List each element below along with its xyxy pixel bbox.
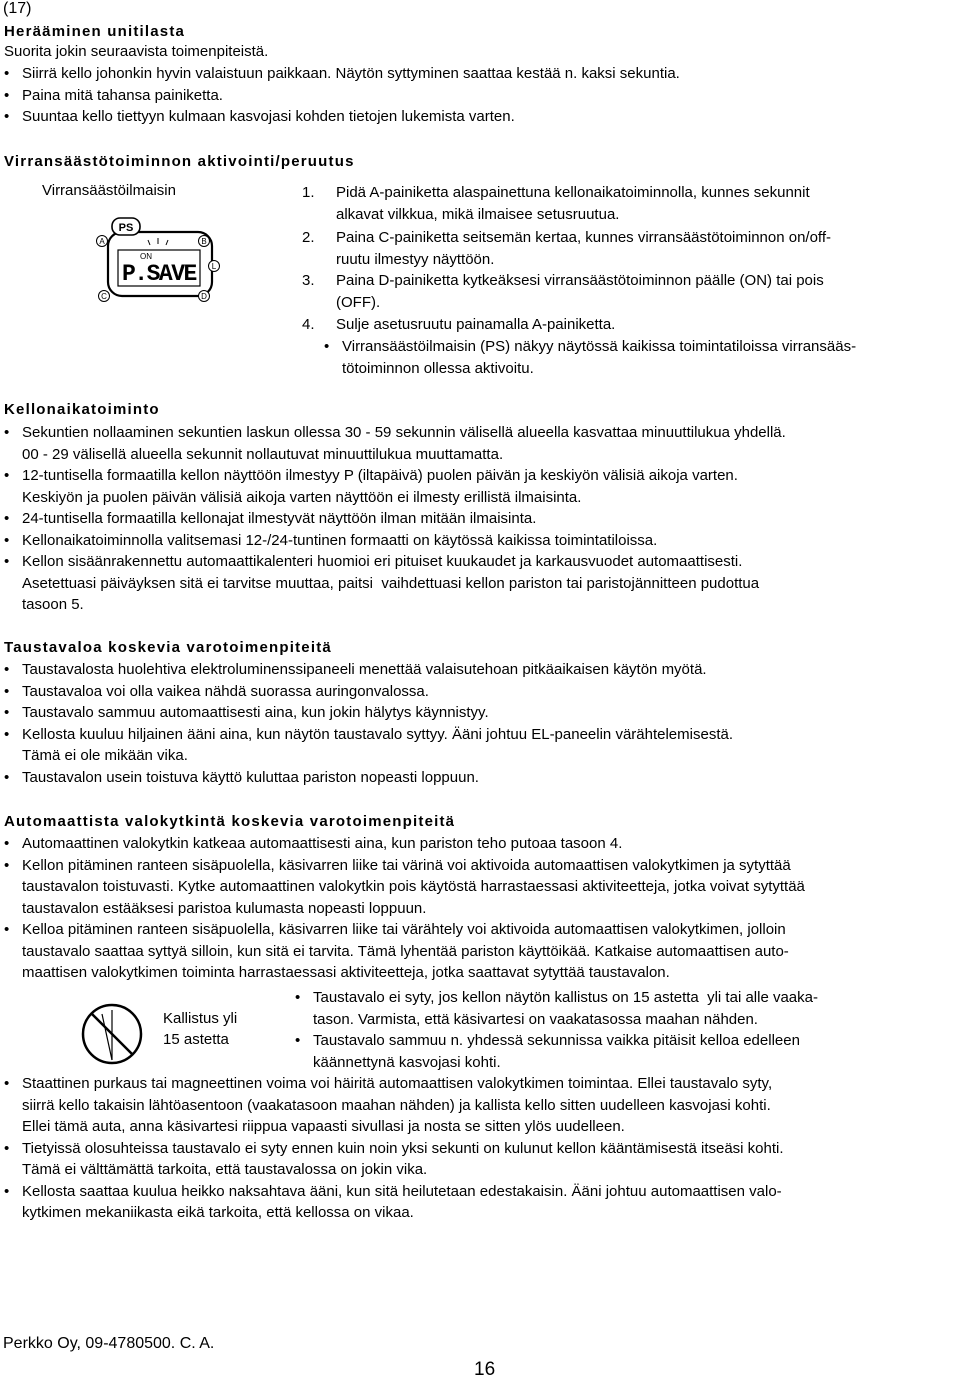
list-item-text: Siirrä kello johonkin hyvin valaistuun paikkaan. Näytön syttyminen saattaa kestää n. kaksi sekuntia. xyxy=(22,65,680,82)
list-item-text: Kelloa pitäminen ranteen sisäpuolella, käsivarren liike tai värähtely voi aktivoida automaattisen valokytkimen, jolloin xyxy=(22,921,786,938)
bullet-mark: • xyxy=(4,661,10,678)
list-item-text: Asetettuasi päiväyksen sitä ei tarvitse muuttaa, paitsi vaihdettuasi kellon pariston tai paristojännitteen pudottua xyxy=(22,574,760,592)
step-text: (OFF). xyxy=(336,293,381,311)
bullet-mark: • xyxy=(4,682,10,700)
step-text: ruutu ilmestyy näyttöön. xyxy=(336,250,495,268)
bullet-mark: • xyxy=(295,1032,301,1049)
bullet-mark: • xyxy=(4,856,10,874)
watch-small-readout: ON xyxy=(140,252,152,261)
list-item-text: taustavalon estääksesi paristoa kulumasta nopeasti loppuun. xyxy=(22,899,427,917)
list-item-text: Suuntaa kello tiettyyn kulmaan kasvojasi kohden tietojen lukemista varten. xyxy=(22,108,515,125)
step-number: 2. xyxy=(302,229,315,246)
svg-text:A: A xyxy=(99,237,105,246)
tilt-caption-line-2: 15 astetta xyxy=(163,1031,229,1048)
list-item-text: Keskiyön ja puolen päivän välisiä aikoja varten näyttöön ei ilmesty erillistä ilmaisinta. xyxy=(22,488,582,506)
backlight-heading: Taustavaloa koskevia varotoimenpiteitä xyxy=(4,639,332,656)
button-b-label xyxy=(199,236,210,247)
list-item-text: Kellon sisäänrakennettu automaattikalenteri huomioi eri pituiset kuukaudet ja karkausvuodet automaattisesti. xyxy=(22,553,743,570)
list-item-text: taustavalo saattaa syttyä silloin, kun sitä ei tarvita. Tämä lyhentää pariston käyttöikää. Katkaise automaattisen auto- xyxy=(22,942,789,960)
bullet-mark: • xyxy=(324,338,330,355)
bullet-mark: • xyxy=(4,1139,10,1157)
list-item-text: käännettynä kasvojasi kohti. xyxy=(313,1053,501,1071)
list-item-text: Kellosta kuuluu hiljainen ääni aina, kun näytön taustavalo syttyy. Ääni johtuu EL-paneelin värähtelemisestä. xyxy=(22,725,733,743)
step-text: Pidä A-painiketta alaspainettuna kellonaikatoiminnolla, kunnes sekunnit xyxy=(336,184,810,201)
list-item-text: Automaattinen valokytkin katkeaa automaattisesti aina, kun pariston teho putoaa tasoon 4. xyxy=(22,835,623,852)
list-item-text: Staattinen purkaus tai magneettinen voima voi häiritä automaattisen valokytkimen toimintaa. Ellei taustavalo syty, xyxy=(22,1075,773,1092)
powersave-figure-caption: Virransäästöilmaisin xyxy=(42,182,176,199)
step-text: alkavat vilkkua, mikä ilmaisee setusruutua. xyxy=(336,205,620,223)
wake-intro: Suorita jokin seuraavista toimenpiteistä. xyxy=(4,43,269,60)
list-item-text: Tietyissä olosuhteissa taustavalo ei syty ennen kuin noin yksi sekunti on kulunut kellon kääntämisestä itseäsi kohti. xyxy=(22,1139,784,1157)
list-item-text: Tämä ei välttämättä tarkoita, että taustavalossa on jokin vika. xyxy=(22,1161,428,1178)
bullet-mark: • xyxy=(4,86,10,104)
bullet-mark: • xyxy=(4,531,10,549)
list-item-text: taustavalon toistuvasti. Kytke automaattinen valokytkin pois käytöstä harrastaessasi aktiviteetteja, jotka voivat sytyttää xyxy=(22,878,805,895)
bullet-mark: • xyxy=(4,65,10,82)
list-item-text: tason. Varmista, että käsivartesi on vaakatasossa maahan nähden. xyxy=(313,1010,758,1028)
list-item-text: kytkimen mekaniikasta eikä tarkoita, että kellossa on vikaa. xyxy=(22,1204,414,1221)
list-item-text: Taustavalosta huolehtiva elektroluminenssipaneeli menettää valaisutehoan pitkäaikaisen käytön myötä. xyxy=(22,661,707,678)
svg-text:D: D xyxy=(201,292,207,301)
bullet-mark: • xyxy=(4,704,10,721)
footer-publisher: Perkko Oy, 09-4780500. C. A. xyxy=(3,1335,215,1352)
list-item-text: siirrä kello takaisin lähtöasentoon (vaakatasoon maahan nähden) ja kallista kello sitten uudelleen kasvojasi kohti. xyxy=(22,1096,771,1114)
bullet-mark: • xyxy=(4,725,10,743)
page-label: (17) xyxy=(3,0,32,17)
list-item-text: Sekuntien nollaaminen sekuntien laskun ollessa 30 - 59 sekunnin välisellä alueella kasvattaa minuuttilukua yhdellä. xyxy=(22,424,786,441)
button-a-label xyxy=(97,236,108,247)
bullet-mark: • xyxy=(4,1075,10,1092)
bullet-mark: • xyxy=(4,835,10,852)
list-item-text: 24-tuntisella formaatilla kellonajat ilmestyvät näyttöön ilman mitään ilmaisinta. xyxy=(22,510,537,527)
list-item-text: Ellei tämä auta, anna käsivartesi riippua vapaasti sivullasi ja nosta se sitten ylös uudelleen. xyxy=(22,1118,625,1135)
bullet-mark: • xyxy=(295,989,301,1006)
note-text: tötoiminnon ollessa aktivoitu. xyxy=(342,359,534,377)
powersave-heading: Virransäästötoiminnon aktivointi/peruutus xyxy=(4,153,355,170)
watch-illustration xyxy=(92,210,230,308)
svg-text:B: B xyxy=(201,237,207,246)
step-number: 4. xyxy=(302,316,315,333)
bullet-mark: • xyxy=(4,1182,10,1200)
list-item-text: Tämä ei ole mikään vika. xyxy=(22,747,188,764)
button-c-label xyxy=(99,291,110,302)
list-item-text: Kellonaikatoiminnolla valitsemasi 12-/24-tuntinen formaatti on käytössä kaikissa toimintatiloissa. xyxy=(22,531,658,549)
bullet-mark: • xyxy=(4,768,10,786)
list-item-text: Kellon pitäminen ranteen sisäpuolella, käsivarren liike tai värinä voi aktivoida automaattisen valokytkimen ja sytyttää xyxy=(22,856,791,874)
timekeeping-heading: Kellonaikatoiminto xyxy=(4,401,160,418)
svg-text:C: C xyxy=(101,292,107,301)
note-text: Virransäästöilmaisin (PS) näkyy näytössä kaikissa toimintatiloissa virransääs- xyxy=(342,338,857,355)
bullet-mark: • xyxy=(4,424,10,441)
list-item-text: Taustavalo sammuu n. yhdessä sekunnissa vaikka pitäisit kelloa edelleen xyxy=(313,1032,800,1049)
step-text: Paina C-painiketta seitsemän kertaa, kunnes virransäästötoiminnon on/off- xyxy=(336,229,831,246)
ps-indicator xyxy=(112,218,140,235)
no-tilt-icon xyxy=(80,1002,144,1066)
list-item-text: tasoon 5. xyxy=(22,596,84,613)
list-item-text: Taustavalo ei syty, jos kellon näytön kallistus on 15 astetta yli tai alle vaaka- xyxy=(313,989,818,1006)
list-item-text: 12-tuntisella formaatilla kellon näyttöön ilmestyy P (iltapäivä) puolen päivän ja keskiyön välisiä aikoja varten. xyxy=(22,467,738,484)
page-number: 16 xyxy=(474,1359,496,1380)
step-text: Sulje asetusruutu painamalla A-painiketta. xyxy=(336,316,616,333)
list-item-text: Taustavalon usein toistuva käyttö kuluttaa pariston nopeasti loppuun. xyxy=(22,768,479,786)
list-item-text: Kellosta saattaa kuulua heikko naksahtava ääni, kun sitä heilutetaan edestakaisin. Ääni johtuu automaattisen valo- xyxy=(22,1182,782,1200)
list-item-text: 00 - 29 välisellä alueella sekunnit nollautuvat minuuttilukua muuttamatta. xyxy=(22,445,504,463)
bullet-mark: • xyxy=(4,553,10,570)
watch-main-readout: P.SAVE xyxy=(122,261,196,287)
step-text: Paina D-painiketta kytkeäksesi virransäästötoiminnon päälle (ON) tai pois xyxy=(336,272,824,289)
step-number: 1. xyxy=(302,184,315,201)
list-item-text: maattisen valokytkimen toiminta harrastaessasi aktiviteetteja, jotka saattavat sytyttää taustavalon. xyxy=(22,964,670,981)
button-l-label xyxy=(209,261,220,272)
button-d-label xyxy=(199,291,210,302)
autolight-heading: Automaattista valokytkintä koskevia varotoimenpiteitä xyxy=(4,813,456,830)
step-number: 3. xyxy=(302,272,315,289)
bullet-mark: • xyxy=(4,108,10,125)
svg-text:L: L xyxy=(211,262,217,271)
list-item-text: Taustavalo sammuu automaattisesti aina, kun jokin hälytys käynnistyy. xyxy=(22,704,489,721)
tilt-caption-line-1: Kallistus yli xyxy=(163,1010,238,1027)
bullet-mark: • xyxy=(4,921,10,938)
bullet-mark: • xyxy=(4,467,10,484)
list-item-text: Paina mitä tahansa painiketta. xyxy=(22,86,223,104)
list-item-text: Taustavaloa voi olla vaikea nähdä suorassa auringonvalossa. xyxy=(22,682,429,700)
bullet-mark: • xyxy=(4,510,10,527)
wake-heading: Herääminen unitilasta xyxy=(4,23,186,40)
svg-text:PS: PS xyxy=(118,222,134,234)
